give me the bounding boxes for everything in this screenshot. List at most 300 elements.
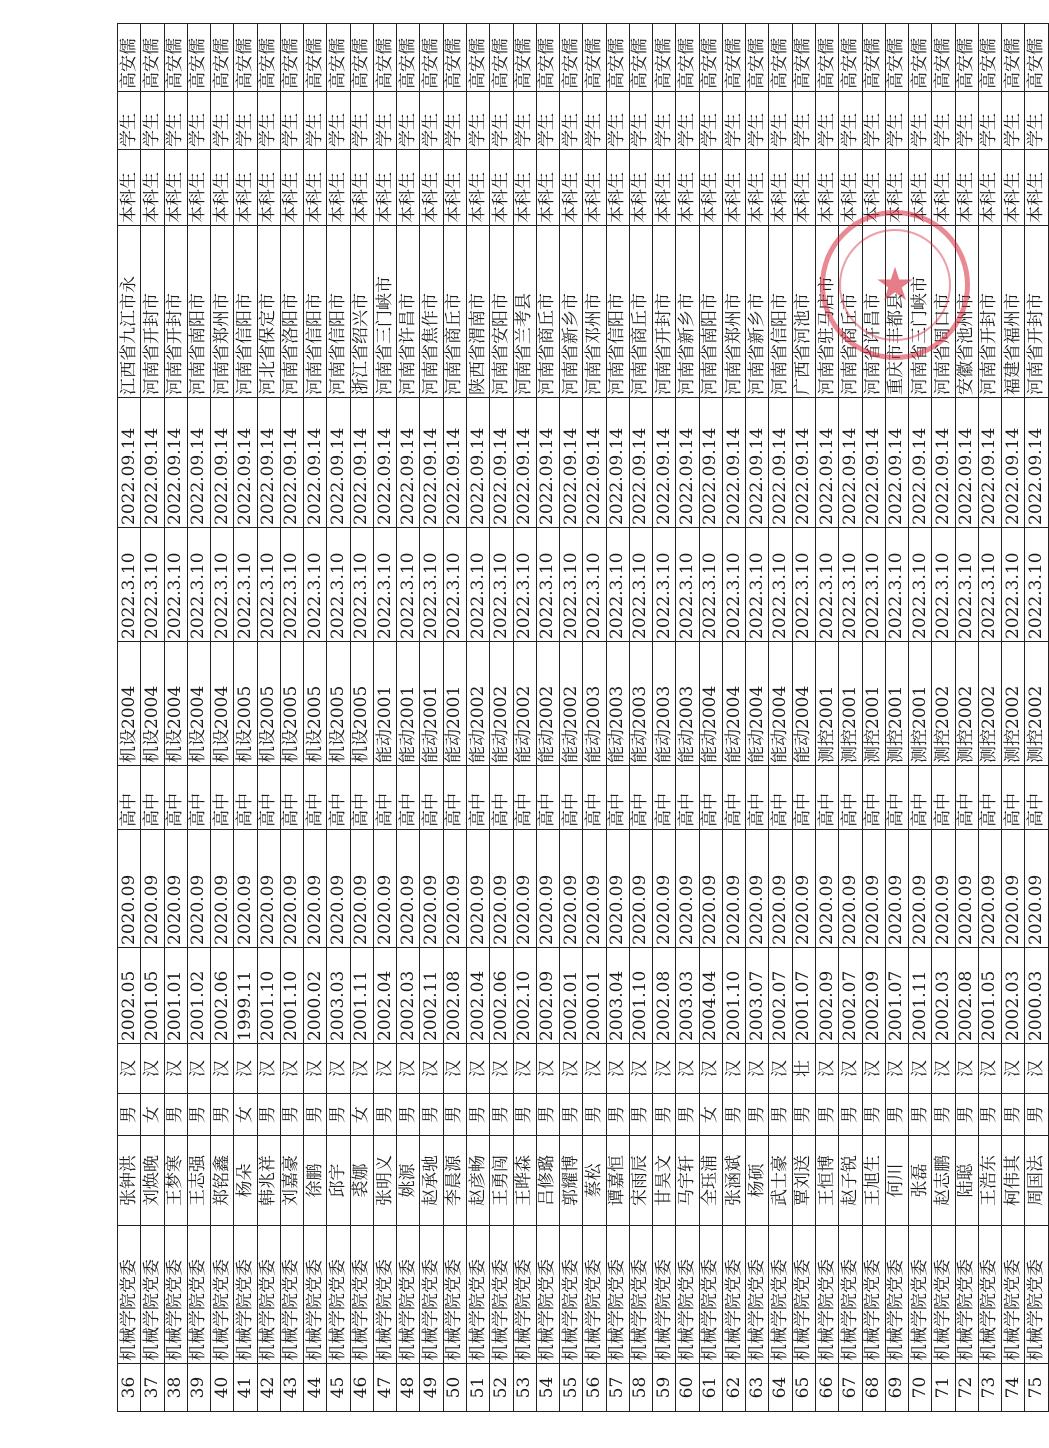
table-cell: 高安儒	[699, 24, 722, 92]
table-cell: 男	[397, 1094, 420, 1136]
table-cell: 高中	[118, 766, 141, 830]
table-cell: 高中	[211, 766, 234, 830]
table-cell: 汉	[443, 1044, 466, 1094]
table-cell: 机械学院党委	[187, 1226, 210, 1364]
table-cell: 47	[373, 1364, 396, 1412]
table-cell: 学生	[629, 92, 652, 150]
table-cell: 48	[397, 1364, 420, 1412]
table-cell: 2022.09.14	[746, 398, 769, 528]
table-cell: 男	[629, 1094, 652, 1136]
table-cell: 河南省许昌市	[397, 226, 420, 398]
table-cell: 52	[490, 1364, 513, 1412]
table-cell: 57	[606, 1364, 629, 1412]
table-cell: 李晨源	[443, 1136, 466, 1226]
table-cell: 能动2003	[653, 642, 676, 766]
table-cell: 机械学院党委	[629, 1226, 652, 1364]
table-cell: 机械学院党委	[490, 1226, 513, 1364]
table-cell: 2000.03	[1025, 948, 1049, 1044]
table-cell: 河南省三门峡市	[909, 226, 932, 398]
table-cell: 本科生	[513, 150, 536, 226]
member-table	[117, 23, 1049, 1412]
table-cell: 测控2001	[839, 642, 862, 766]
table-cell: 学生	[187, 92, 210, 150]
table-cell: 王恒博	[815, 1136, 838, 1226]
table-cell: 机械学院党委	[978, 1226, 1001, 1364]
table-cell: 机械学院党委	[118, 1226, 141, 1364]
table-cell: 2022.3.10	[699, 528, 722, 642]
table-cell: 2022.09.14	[257, 398, 280, 528]
table-cell: 男	[513, 1094, 536, 1136]
table-cell: 2022.09.14	[304, 398, 327, 528]
table-cell: 2022.09.14	[327, 398, 350, 528]
table-cell: 学生	[653, 92, 676, 150]
table-cell: 测控2001	[885, 642, 908, 766]
table-cell: 男	[257, 1094, 280, 1136]
table-cell: 男	[466, 1094, 489, 1136]
table-cell: 杨朵	[234, 1136, 257, 1226]
table-cell: 高中	[815, 766, 838, 830]
table-cell: 2004.04	[699, 948, 722, 1044]
table-cell: 本科生	[280, 150, 303, 226]
table-cell: 高安儒	[536, 24, 559, 92]
table-cell: 高安儒	[629, 24, 652, 92]
table-cell: 36	[118, 1364, 141, 1412]
table-cell: 2022.09.14	[978, 398, 1001, 528]
table-cell: 学生	[141, 92, 164, 150]
table-cell: 学生	[304, 92, 327, 150]
table-cell: 本科生	[722, 150, 745, 226]
table-cell: 学生	[815, 92, 838, 150]
table-cell: 学生	[792, 92, 815, 150]
table-cell: 2022.3.10	[397, 528, 420, 642]
table-cell: 河南省信阳市	[234, 226, 257, 398]
table-cell: 2001.01	[164, 948, 187, 1044]
table-cell: 何川	[885, 1136, 908, 1226]
table-cell: 49	[420, 1364, 443, 1412]
table-cell: 2020.09	[1002, 830, 1025, 948]
table-row	[513, 24, 536, 1412]
table-cell: 甘昊文	[653, 1136, 676, 1226]
table-cell: 本科生	[955, 150, 978, 226]
table-cell: 高中	[885, 766, 908, 830]
table-cell: 高中	[466, 766, 489, 830]
table-cell: 机械学院党委	[234, 1226, 257, 1364]
table-cell: 全珏浦	[699, 1136, 722, 1226]
table-cell: 67	[839, 1364, 862, 1412]
table-cell: 2022.3.10	[978, 528, 1001, 642]
table-cell: 机设2004	[141, 642, 164, 766]
table-cell: 本科生	[606, 150, 629, 226]
table-cell: 高安儒	[792, 24, 815, 92]
table-cell: 王晔森	[513, 1136, 536, 1226]
table-cell: 2020.09	[257, 830, 280, 948]
table-cell: 男	[955, 1094, 978, 1136]
table-cell: 男	[839, 1094, 862, 1136]
table-cell: 高中	[490, 766, 513, 830]
table-cell: 本科生	[676, 150, 699, 226]
table-cell: 汉	[839, 1044, 862, 1094]
table-cell: 高安儒	[978, 24, 1001, 92]
table-cell: 机械学院党委	[211, 1226, 234, 1364]
table-cell: 学生	[955, 92, 978, 150]
table-cell: 本科生	[909, 150, 932, 226]
table-cell: 高中	[327, 766, 350, 830]
table-cell: 高安儒	[164, 24, 187, 92]
table-row	[653, 24, 676, 1412]
table-cell: 2022.09.14	[722, 398, 745, 528]
table-cell: 2001.07	[885, 948, 908, 1044]
table-cell: 汉	[606, 1044, 629, 1094]
table-cell: 2020.09	[141, 830, 164, 948]
table-cell: 汉	[280, 1044, 303, 1094]
table-cell: 赵子锐	[839, 1136, 862, 1226]
table-cell: 河南省开封市	[164, 226, 187, 398]
table-cell: 2002.04	[373, 948, 396, 1044]
table-cell: 汉	[118, 1044, 141, 1094]
table-cell: 河南省商丘市	[536, 226, 559, 398]
table-cell: 机械学院党委	[792, 1226, 815, 1364]
table-cell: 2022.09.14	[676, 398, 699, 528]
table-cell: 2022.3.10	[164, 528, 187, 642]
table-cell: 机械学院党委	[839, 1226, 862, 1364]
table-cell: 2022.09.14	[583, 398, 606, 528]
table-cell: 学生	[420, 92, 443, 150]
table-cell: 37	[141, 1364, 164, 1412]
table-cell: 重庆市丰都县	[885, 226, 908, 398]
table-cell: 2022.09.14	[629, 398, 652, 528]
table-cell: 汉	[490, 1044, 513, 1094]
table-cell: 机械学院党委	[676, 1226, 699, 1364]
table-cell: 张磊	[909, 1136, 932, 1226]
table-cell: 本科生	[304, 150, 327, 226]
table-cell: 本科生	[490, 150, 513, 226]
table-cell: 男	[885, 1094, 908, 1136]
table-row	[1002, 24, 1025, 1412]
table-cell: 男	[769, 1094, 792, 1136]
table-cell: 王志强	[187, 1136, 210, 1226]
table-cell: 河南省焦作市	[420, 226, 443, 398]
table-cell: 71	[932, 1364, 955, 1412]
table-cell: 2022.3.10	[304, 528, 327, 642]
table-cell: 65	[792, 1364, 815, 1412]
table-cell: 2020.09	[536, 830, 559, 948]
table-cell: 本科生	[746, 150, 769, 226]
table-cell: 机械学院党委	[257, 1226, 280, 1364]
table-cell: 安徽省池州市	[955, 226, 978, 398]
table-cell: 赵彦畅	[466, 1136, 489, 1226]
table-cell: 高中	[420, 766, 443, 830]
table-cell: 2020.09	[815, 830, 838, 948]
table-cell: 汉	[653, 1044, 676, 1094]
table-row	[397, 24, 420, 1412]
table-cell: 2022.09.14	[1025, 398, 1049, 528]
table-cell: 高中	[513, 766, 536, 830]
table-cell: 机械学院党委	[397, 1226, 420, 1364]
table-cell: 机械学院党委	[769, 1226, 792, 1364]
table-cell: 2020.09	[978, 830, 1001, 948]
table-cell: 本科生	[211, 150, 234, 226]
table-cell: 学生	[1025, 92, 1049, 150]
table-cell: 2002.09	[815, 948, 838, 1044]
table-cell: 2022.09.14	[792, 398, 815, 528]
table-cell: 高中	[978, 766, 1001, 830]
table-cell: 2022.09.14	[815, 398, 838, 528]
table-cell: 2022.3.10	[141, 528, 164, 642]
table-cell: 2001.05	[978, 948, 1001, 1044]
table-cell: 男	[304, 1094, 327, 1136]
table-cell: 2022.3.10	[746, 528, 769, 642]
table-cell: 2022.3.10	[1002, 528, 1025, 642]
table-cell: 机械学院党委	[653, 1226, 676, 1364]
table-cell: 能动2002	[560, 642, 583, 766]
table-cell: 2002.09	[536, 948, 559, 1044]
table-cell: 汉	[1025, 1044, 1049, 1094]
table-cell: 本科生	[187, 150, 210, 226]
table-cell: 2001.11	[350, 948, 373, 1044]
table-row	[187, 24, 210, 1412]
table-cell: 能动2001	[397, 642, 420, 766]
table-cell: 高中	[653, 766, 676, 830]
table-cell: 高安儒	[839, 24, 862, 92]
table-cell: 54	[536, 1364, 559, 1412]
table-cell: 能动2001	[443, 642, 466, 766]
table-cell: 本科生	[1002, 150, 1025, 226]
table-cell: 2001.10	[629, 948, 652, 1044]
table-cell: 本科生	[164, 150, 187, 226]
table-cell: 测控2002	[1002, 642, 1025, 766]
table-cell: 测控2002	[1025, 642, 1049, 766]
table-cell: 学生	[560, 92, 583, 150]
table-cell: 高安儒	[187, 24, 210, 92]
table-cell: 男	[746, 1094, 769, 1136]
table-cell: 2022.09.14	[443, 398, 466, 528]
table-cell: 汉	[536, 1044, 559, 1094]
table-cell: 机械学院党委	[164, 1226, 187, 1364]
table-row	[885, 24, 908, 1412]
table-cell: 2022.3.10	[443, 528, 466, 642]
table-cell: 高中	[839, 766, 862, 830]
table-row	[699, 24, 722, 1412]
table-cell: 赵志鹏	[932, 1136, 955, 1226]
table-cell: 2020.09	[955, 830, 978, 948]
table-cell: 2022.3.10	[327, 528, 350, 642]
table-cell: 河南省开封市	[141, 226, 164, 398]
table-cell: 2022.3.10	[1025, 528, 1049, 642]
table-cell: 本科生	[839, 150, 862, 226]
table-row	[909, 24, 932, 1412]
table-cell: 女	[350, 1094, 373, 1136]
table-row	[862, 24, 885, 1412]
table-cell: 2020.09	[1025, 830, 1049, 948]
table-cell: 河南省周口市	[932, 226, 955, 398]
table-cell: 机设2005	[327, 642, 350, 766]
table-cell: 高中	[141, 766, 164, 830]
table-cell: 高安儒	[280, 24, 303, 92]
table-cell: 2022.3.10	[769, 528, 792, 642]
table-row	[955, 24, 978, 1412]
table-cell: 2001.07	[792, 948, 815, 1044]
table-cell: 2022.09.14	[513, 398, 536, 528]
table-cell: 高安儒	[722, 24, 745, 92]
table-cell: 本科生	[978, 150, 1001, 226]
table-cell: 机设2005	[234, 642, 257, 766]
table-cell: 机械学院党委	[466, 1226, 489, 1364]
table-cell: 汉	[955, 1044, 978, 1094]
table-cell: 本科生	[466, 150, 489, 226]
table-cell: 河南省新乡市	[560, 226, 583, 398]
table-cell: 男	[722, 1094, 745, 1136]
table-cell: 本科生	[234, 150, 257, 226]
table-row	[118, 24, 141, 1412]
table-cell: 汉	[978, 1044, 1001, 1094]
table-cell: 高安儒	[257, 24, 280, 92]
table-cell: 2020.09	[466, 830, 489, 948]
table-cell: 2022.3.10	[932, 528, 955, 642]
table-cell: 2002.06	[211, 948, 234, 1044]
table-cell: 本科生	[629, 150, 652, 226]
table-cell: 高安儒	[118, 24, 141, 92]
table-cell: 河南省信阳市	[327, 226, 350, 398]
table-cell: 河南省洛阳市	[280, 226, 303, 398]
table-cell: 2022.09.14	[839, 398, 862, 528]
table-cell: 汉	[676, 1044, 699, 1094]
table-cell: 73	[978, 1364, 1001, 1412]
table-cell: 高安儒	[769, 24, 792, 92]
table-cell: 2002.07	[769, 948, 792, 1044]
table-cell: 2020.09	[280, 830, 303, 948]
table-cell: 高安儒	[234, 24, 257, 92]
table-cell: 男	[373, 1094, 396, 1136]
table-cell: 高安儒	[211, 24, 234, 92]
table-cell: 2022.3.10	[676, 528, 699, 642]
table-cell: 男	[862, 1094, 885, 1136]
table-cell: 60	[676, 1364, 699, 1412]
table-cell: 38	[164, 1364, 187, 1412]
table-cell: 机设2004	[187, 642, 210, 766]
table-cell: 高安儒	[397, 24, 420, 92]
table-cell: 2001.11	[909, 948, 932, 1044]
table-cell: 刘焕晚	[141, 1136, 164, 1226]
table-cell: 学生	[118, 92, 141, 150]
table-cell: 王梦寒	[164, 1136, 187, 1226]
table-cell: 男	[420, 1094, 443, 1136]
table-row	[443, 24, 466, 1412]
table-cell: 2020.09	[187, 830, 210, 948]
table-cell: 高中	[304, 766, 327, 830]
table-cell: 河南省开封市	[978, 226, 1001, 398]
table-cell: 高中	[676, 766, 699, 830]
table-cell: 本科生	[583, 150, 606, 226]
table-row	[350, 24, 373, 1412]
table-cell: 男	[187, 1094, 210, 1136]
table-cell: 高安儒	[862, 24, 885, 92]
table-cell: 高中	[606, 766, 629, 830]
table-cell: 学生	[606, 92, 629, 150]
table-cell: 高中	[187, 766, 210, 830]
table-cell: 44	[304, 1364, 327, 1412]
table-cell: 66	[815, 1364, 838, 1412]
table-cell: 46	[350, 1364, 373, 1412]
table-cell: 高中	[1025, 766, 1049, 830]
table-cell: 河南省三门峡市	[373, 226, 396, 398]
table-cell: 2022.3.10	[629, 528, 652, 642]
table-cell: 覃刘送	[792, 1136, 815, 1226]
table-cell: 机械学院党委	[420, 1226, 443, 1364]
table-cell: 机械学院党委	[443, 1226, 466, 1364]
table-cell: 本科生	[815, 150, 838, 226]
table-cell: 2002.07	[839, 948, 862, 1044]
table-cell: 男	[327, 1094, 350, 1136]
table-cell: 本科生	[141, 150, 164, 226]
table-cell: 高中	[629, 766, 652, 830]
table-cell: 河南省商丘市	[839, 226, 862, 398]
table-cell: 汉	[350, 1044, 373, 1094]
table-cell: 2022.3.10	[862, 528, 885, 642]
table-cell: 2002.01	[560, 948, 583, 1044]
table-cell: 2022.09.14	[1002, 398, 1025, 528]
table-cell: 能动2004	[722, 642, 745, 766]
table-cell: 2003.07	[746, 948, 769, 1044]
table-cell: 2020.09	[490, 830, 513, 948]
table-cell: 男	[536, 1094, 559, 1136]
table-row	[560, 24, 583, 1412]
table-cell: 高中	[769, 766, 792, 830]
table-cell: 徐鹏	[304, 1136, 327, 1226]
table-row	[234, 24, 257, 1412]
table-cell: 能动2004	[769, 642, 792, 766]
table-cell: 高中	[862, 766, 885, 830]
table-cell: 能动2002	[466, 642, 489, 766]
table-cell: 2022.3.10	[909, 528, 932, 642]
table-cell: 2002.05	[118, 948, 141, 1044]
table-cell: 68	[862, 1364, 885, 1412]
table-cell: 55	[560, 1364, 583, 1412]
table-cell: 2022.3.10	[839, 528, 862, 642]
table-cell: 汉	[583, 1044, 606, 1094]
table-cell: 汉	[932, 1044, 955, 1094]
table-cell: 2020.09	[606, 830, 629, 948]
table-cell: 2020.09	[560, 830, 583, 948]
table-cell: 汉	[466, 1044, 489, 1094]
table-cell: 汉	[187, 1044, 210, 1094]
table-cell: 2003.03	[676, 948, 699, 1044]
table-cell: 本科生	[443, 150, 466, 226]
table-cell: 汉	[211, 1044, 234, 1094]
table-cell: 陆聪	[955, 1136, 978, 1226]
table-cell: 62	[722, 1364, 745, 1412]
table-cell: 高中	[909, 766, 932, 830]
table-cell: 河南省安阳市	[490, 226, 513, 398]
table-cell: 2020.09	[350, 830, 373, 948]
table-cell: 高安儒	[1002, 24, 1025, 92]
table-cell: 男	[211, 1094, 234, 1136]
table-cell: 柯伟其	[1002, 1136, 1025, 1226]
table-cell: 能动2003	[629, 642, 652, 766]
table-cell: 汉	[141, 1044, 164, 1094]
table-cell: 58	[629, 1364, 652, 1412]
table-cell: 张明义	[373, 1136, 396, 1226]
table-cell: 河南省邓州市	[583, 226, 606, 398]
table-cell: 福建省福州市	[1002, 226, 1025, 398]
table-cell: 韩兆祥	[257, 1136, 280, 1226]
table-cell: 53	[513, 1364, 536, 1412]
table-cell: 2022.09.14	[653, 398, 676, 528]
table-cell: 2022.09.14	[164, 398, 187, 528]
table-cell: 2022.09.14	[769, 398, 792, 528]
table-row	[746, 24, 769, 1412]
table-cell: 2020.09	[722, 830, 745, 948]
table-cell: 2001.10	[257, 948, 280, 1044]
